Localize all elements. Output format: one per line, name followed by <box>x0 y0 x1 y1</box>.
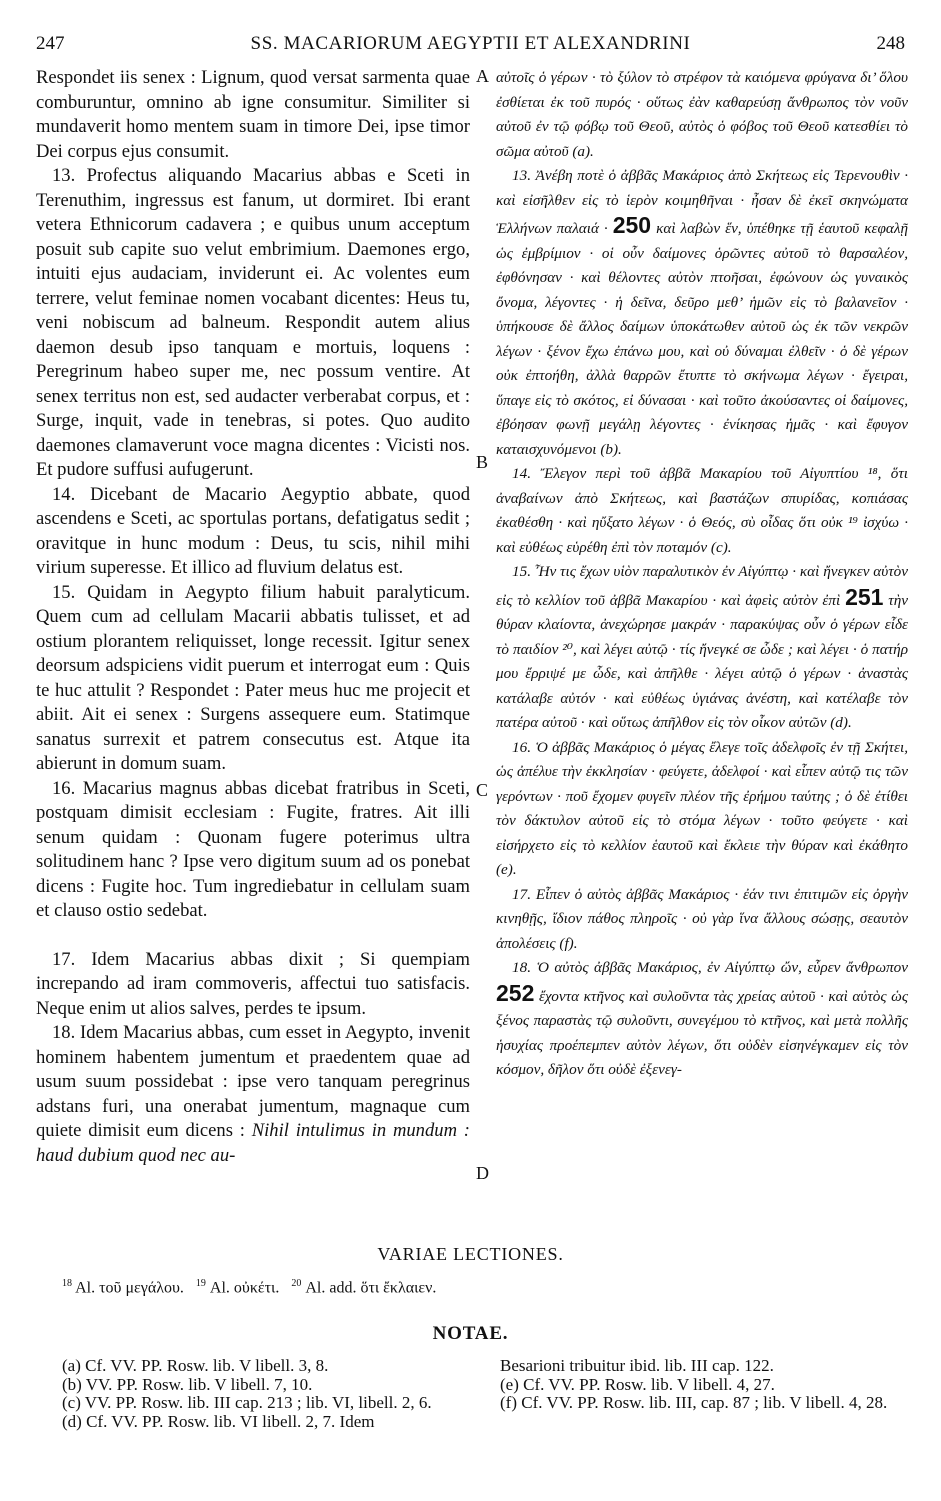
variant-text: Al. οὐκέτι. <box>209 1279 280 1297</box>
latin-paragraph-18 <box>36 1021 470 1168</box>
greek-18-part1: 18. Ὁ αὐτὸς ἀββᾶς Μακάριος, ἐν Αἰγύπτῳ ὤν, εὗρεν ἄνθρωπον <box>512 959 908 976</box>
greek-13-part2: καὶ λαβὼν ἕν, ὑπέθηκε τῇ ἑαυτοῦ κεφαλῇ ὡς ἐμβρίμιον · οἱ οὖν δαίμονες ὁρῶντες αὐτοῦ τὸ θαρσαλέον, ἐφθόνησαν · καὶ θέλοντες αὐτὸν πτοῆσαι, ἐφώνουν ὡς γυναικὸς ὄνομα, λέγοντες · ἡ δεῖνα, δεῦρο μεθ’ ἡμῶν εἰς τὸ βαλανεῖον · ὑπήκουσε δὲ ἄλλος δαίμων ὑποκάτωθεν αὐτοῦ ὡς ἐκ τῶν νεκρῶν λέγων · ξένον ἔχω ἐπάνω μου, καὶ οὐ δύναμαι ἐλθεῖν · ὁ δὲ γέρων οὐκ ἐπτοήθη, ἀλλὰ θαρρῶν ἔτυπτε τὸ σκήνωμα λέγων · ἔγειραι, ὕπαγε εἰς τὸ σκότος, εἰ δύνασαι · καὶ τοῦτο ἀκούσαντες οἱ δαίμονες, ἐβόησαν φωνῇ μεγάλῃ λέγοντες · ἐνίκησας ἡμᾶς · καὶ ἔφυγον καταισχυνόμενοι (b). <box>496 220 909 458</box>
margin-letter-b: B <box>476 452 489 472</box>
notes-right-column <box>500 1357 920 1413</box>
page-header <box>0 33 941 59</box>
latin-paragraph-18-quote: Nihil intulimus in mundum : haud dubium quod nec au- <box>36 1120 470 1166</box>
greek-paragraph-15 <box>496 560 908 736</box>
column-number-252: 252 <box>496 979 535 1006</box>
left-page-number: 247 <box>36 33 65 54</box>
latin-paragraph-16: 16. Macarius magnus abbas dicebat fratribus in Sceti, postquam dimisit ecclesiam : Fugite, fratres. Ait illi senum quidam : Quonam fugere poterimus ultra solitudinem hanc ? Ipse vero digitum suum ad os ponebat dicens : Fugite hoc. Tum ingrediebatur in cellulam suam et clauso ostio sedebat. <box>36 777 470 921</box>
variant-number: 18 <box>62 1278 72 1289</box>
greek-18-part2: ἔχοντα κτῆνος καὶ συλοῦντα τὰς χρείας αὐτοῦ · καὶ αὐτὸς ὡς ξένος παραστὰς τῷ συλοῦντι, συνεγέμου τὸ κτῆνος, καὶ μετὰ πολλῆς ἡσυχίας προέπεμπεν αὐτὸν λέγων, ὅτι οὐδὲν εἰσηνέγκαμεν εἰς τὸν κόσμον, δῆλον ὅτι οὐδὲ ἐξενεγ- <box>496 987 908 1078</box>
right-page-number: 248 <box>876 33 905 54</box>
running-title: SS. MACARIORUM AEGYPTII ET ALEXANDRINI <box>250 33 691 54</box>
margin-letter-c: C <box>476 780 489 800</box>
margin-letter-d: D <box>476 1163 489 1183</box>
greek-paragraph-17: 17. Εἶπεν ὁ αὐτὸς ἀββᾶς Μακάριος · ἐάν τινι ἐπιτιμῶν εἰς ὀργὴν κινηθῇς, ἴδιον πάθος πληροῖς · οὐ γὰρ ἵνα ἄλλους σώσῃς, σεαυτὸν ἀπολέσεις (f). <box>496 885 908 952</box>
variae-lectiones-title: VARIAE LECTIONES. <box>377 1244 564 1264</box>
latin-paragraph-15: 15. Quidam in Aegypto filium habuit paralyticum. Quem cum ad cellulam Macarii abbatis tulisset, et ad ostium plorantem reliquisset, longe recessit. Igitur senex deorsum adspiciens vidit puerum et interrogat eum : Quis te huc attulit ? Respondet : Pater meus huc me projecit et abiit. Ait ei senex : Surgens assequere eum. Statimque sanatus surrexit et patrem consecutus est. Atque ita abierunt in domum suam. <box>36 581 470 774</box>
greek-paragraph-12-end: αὐτοῖς ὁ γέρων · τὸ ξύλον τὸ στρέφον τὰ καιόμενα φρύγανα δι’ ὅλου ἐσθίεται ἐκ τοῦ πυρός · οὕτως ἐὰν καθαρεύσῃ ἄνθρωπος τὸν νοῦν αὐτοῦ ἐν τῷ φόβῳ τοῦ Θεοῦ, αὐτὸς ὁ φόβος τοῦ Θεοῦ κατεσθίει τὸ σῶμα αὐτοῦ (a). <box>496 69 908 160</box>
variant-number: 19 <box>195 1278 206 1289</box>
latin-paragraph-18-text: 18. Idem Macarius abbas, cum esset in Aegypto, invenit hominem habentem jumentum et praedentem quae ad usum suum possidebat : ipse vero tanquam peregrinus adstans furi, una onerabat jumentum, magnaque cum quiete dimisit eum dicens : <box>36 1022 470 1141</box>
latin-paragraph-13: 13. Profectus aliquando Macarius abbas e Sceti in Terenuthim, ingressus est fanum, ut dormiret. Ibi erant vetera Ethnicorum cadavera ; e quibus unum acceptum posuit sub capite suo velut embrimium. Daemones ergo, intuiti ejus audaciam, inviderunt ei. Ac volentes eum terrere, velut feminae nomen vocabant dicentes: Heus tu, veni nobiscum ad balneum. Respondit autem alius daemon desub ipso tanquam e mortuis, loquens : Peregrinum habeo super me, nec possum ventire. At senex territus non est, sed audacter verberabat corpus, et : Surge, inquit, vade in tenebras, si potes. Quo audito daemones clamaverunt voce magna dicentes : Vicisti nos. Et pudore suffusi aufugerunt. <box>36 165 470 480</box>
column-number-250: 250 <box>612 212 652 238</box>
notae-title: NOTAE. <box>432 1323 509 1344</box>
greek-15-part2: τὴν θύραν κλαίοντα, ἀνεχώρησε μακράν · παρακύψας οὖν ὁ γέρων εἶδε τὸ παιδίον ²⁰, καὶ λέγει αὐτῷ · τίς ἤνεγκέ σε ὧδε ; καὶ λέγει · ὁ πατήρ μου ἔρριψέ με ὧδε, καὶ ἀπῆλθε · λέγει αὐτῷ ὁ γέρων · ἀναστὰς κατάλαβε αὐτόν · καὶ εὐθέως ὑγιάνας ἀνέστη, καὶ κατέλαβε τὸν πατέρα αὐτοῦ · καὶ οὕτως ἀπῆλθον εἰς τὸν οἶκον αὐτῶν (d). <box>496 591 908 731</box>
note-d: (d) Cf. VV. PP. Rosw. lib. VI libell. 2, 7. Idem <box>62 1411 375 1431</box>
latin-paragraph-14: 14. Dicebant de Macario Aegyptio abbate, quod ascendens e Sceti, ac sportulas portans, defatigatus sedit ; oravitque in hunc modum : Deus, tu scis, nihil mihi virium superesse. Et illico ad fluvium delatus est. <box>36 483 470 578</box>
note-c: (c) VV. PP. Rosw. lib. III cap. 213 ; lib. VI, libell. 2, 6. <box>62 1393 432 1412</box>
notes-left-column <box>62 1357 482 1431</box>
variant-text: Al. add. ὅτι ἔκλαιεν. <box>305 1279 437 1297</box>
greek-paragraph-14: 14. Ἔλεγον περὶ τοῦ ἀββᾶ Μακαρίου τοῦ Αἰγυπτίου ¹⁸, ὅτι ἀναβαίνων ἀπὸ Σκήτεως, καὶ βαστάζων σπυρίδας, κοπιάσας ἐκαθέσθη · καὶ ηὔξατο λέγων · ὁ Θεός, σὺ οἶδας ὅτι οὐκ ¹⁹ ἰσχύω · καὶ εὐθέως εὑρέθη ἐπὶ τὸν ποταμόν (c). <box>496 465 908 556</box>
variant-text: Al. τοῦ μεγάλου. <box>75 1279 184 1297</box>
note-a: (a) Cf. VV. PP. Rosw. lib. V libell. 3, 8. <box>62 1356 329 1375</box>
latin-paragraph-17: 17. Idem Macarius abbas dixit ; Si quempiam increpando ad iram commoveris, affectui tuo satisfacis. Neque enim ut alios salves, perdes te ipsum. <box>36 948 470 1019</box>
greek-13-part1: 13. Ἀνέβη ποτὲ ὁ ἀββᾶς Μακάριος ἀπὸ Σκήτεως εἰς Τερενουθὶν · καὶ εἰσῆλθεν εἰς τὸ ἱερὸν κοιμηθῆναι · ἦσαν δὲ ἐκεῖ σκηνώματα Ἑλλήνων παλαιά · <box>496 167 908 237</box>
column-number-251: 251 <box>845 583 884 610</box>
spacer <box>36 924 470 948</box>
note-b: (b) VV. PP. Rosw. lib. V libell. 7, 10. <box>62 1374 313 1394</box>
margin-letter-a: A <box>476 66 489 86</box>
latin-column <box>36 66 470 1168</box>
greek-paragraph-13 <box>496 164 908 462</box>
greek-paragraph-16: 16. Ὁ ἀββᾶς Μακάριος ὁ μέγας ἔλεγε τοῖς ἀδελφοῖς ἐν τῇ Σκήτει, ὡς ἀπέλυε τὴν ἐκκλησίαν · φεύγετε, ἀδελφοί · καὶ εἶπεν αὐτῷ τις τῶν γερόντων · ποῦ ἔχομεν φυγεῖν πλέον τῆς ἐρήμου ταύτης ; ὁ δὲ ἐτίθει τὸν δάκτυλον αὐτοῦ εἰς τὸ στόμα λέγων · τοῦτο φεύγετε · καὶ εἰσήρχετο εἰς τὸ κελλίον ἑαυτοῦ καὶ ἔκλειε τὴν θύραν καὶ ἐκάθητο (e). <box>496 738 908 878</box>
latin-paragraph-12-end: Respondet iis senex : Lignum, quod versat sarmenta quae comburuntur, omnino ab igne consumitur. Similiter si mundaverit homo mentem suam in timore Dei, ipse timor Dei corpus ejus consumit. <box>36 67 470 162</box>
note-d-continued: Besarioni tribuitur ibid. lib. III cap. 122. <box>500 1356 774 1375</box>
note-e: (e) Cf. VV. PP. Rosw. lib. V libell. 4, 27. <box>500 1374 775 1394</box>
greek-15-part1: 15. Ἦν τις ἔχων υἱὸν παραλυτικὸν ἐν Αἰγύπτῳ · καὶ ἤνεγκεν αὐτὸν εἰς τὸ κελλίον τοῦ ἀββᾶ Μακαρίου · καὶ ἀφεὶς αὐτὸν ἐπὶ <box>496 563 908 609</box>
variant-number: 20 <box>291 1278 302 1289</box>
note-f: (f) Cf. VV. PP. Rosw. lib. III, cap. 87 ; lib. V libell. 4, 28. <box>500 1393 888 1412</box>
greek-column <box>496 66 908 1083</box>
variae-lectiones-list <box>62 1278 436 1297</box>
greek-paragraph-18 <box>496 956 908 1083</box>
